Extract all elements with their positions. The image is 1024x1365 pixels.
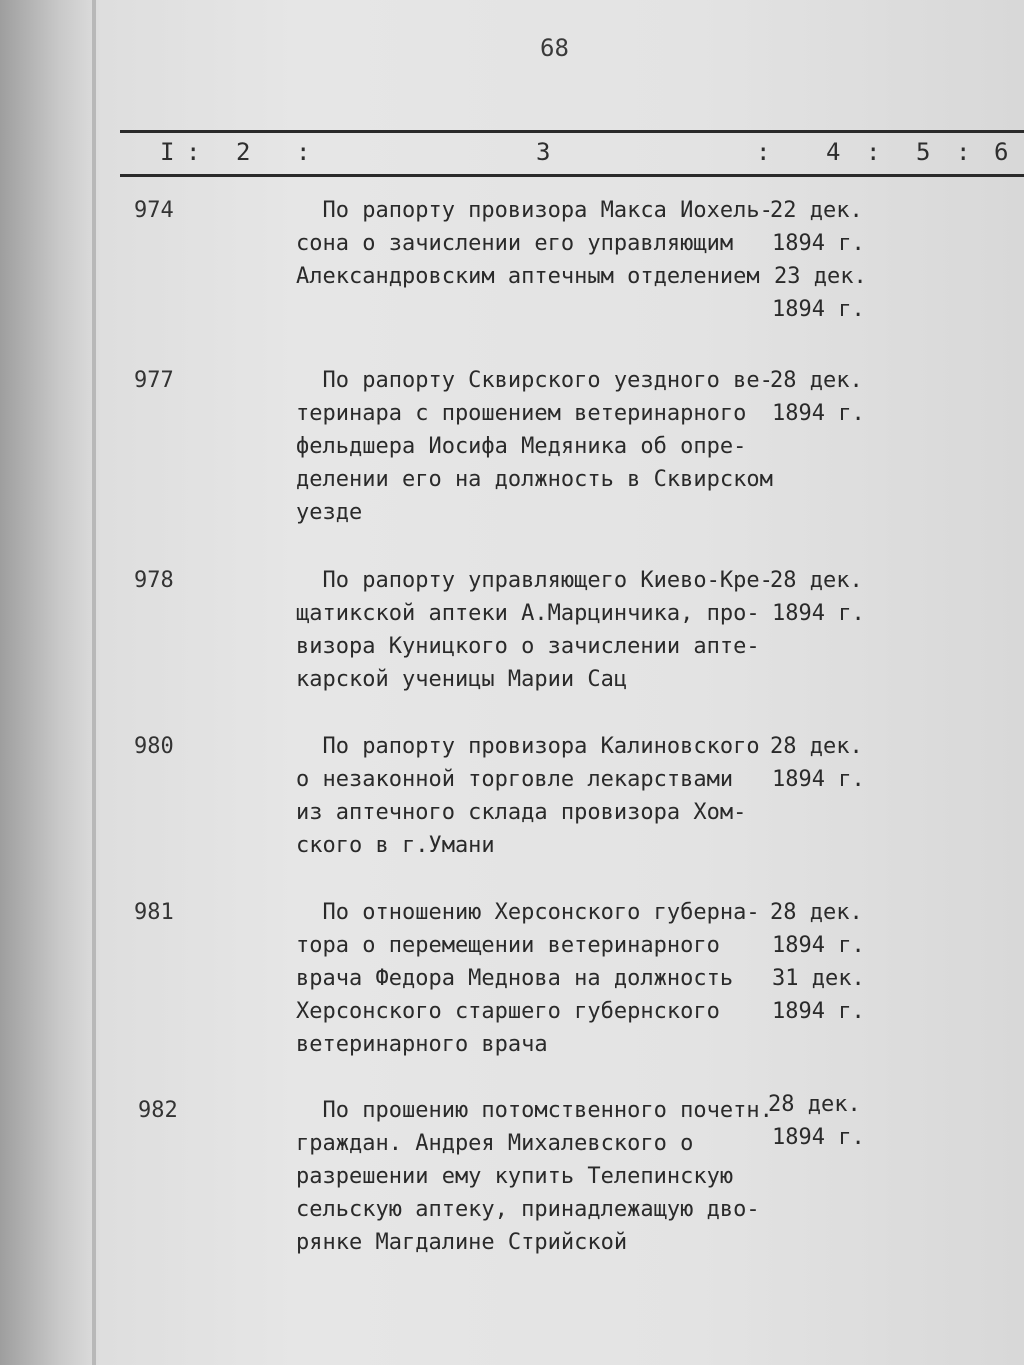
column-header-1: I [160,138,175,166]
entry-text-line: из аптечного склада провизора Хом- [296,800,747,825]
column-header-6: 6 [994,138,1009,166]
entry-text-line: По рапорту провизора Калиновского [296,734,760,759]
header-rule-bottom [120,174,1024,177]
entry-text-line: Александровским аптечным отделением [296,264,760,289]
entry-date: 28 дек. [770,368,863,393]
entry-text-line: сона о зачислении его управляющим [296,231,734,256]
entry-date: 31 дек. [772,966,865,991]
entry-text-line: ветеринарного врача [296,1032,548,1057]
entry-date: 1894 г. [772,231,865,256]
column-separator: : [296,138,311,166]
entry-date: 28 дек. [768,1092,861,1117]
entry-number: 974 [134,198,174,223]
entry-date: 1894 г. [772,767,865,792]
entry-text-line: граждан. Андрея Михалевского о [296,1131,694,1156]
column-header-2: 2 [236,138,251,166]
entry-date: 28 дек. [770,568,863,593]
entry-text-line: делении его на должность в Сквирском [296,467,773,492]
page-number: 68 [540,34,569,62]
entry-date: 1894 г. [772,401,865,426]
entry-text-line: По рапорту провизора Макса Иохель- [296,198,773,223]
entry-text-line: По прошению потомственного почетн. [296,1098,773,1123]
entry-date: 28 дек. [770,900,863,925]
entry-number: 978 [134,568,174,593]
entry-number: 980 [134,734,174,759]
column-separator: : [756,138,771,166]
entry-text-line: теринара с прошением ветеринарного [296,401,747,426]
column-header-4: 4 [826,138,841,166]
entry-date: 1894 г. [772,999,865,1024]
column-separator: : [956,138,971,166]
entry-date: 23 дек. [774,264,867,289]
column-separator: : [866,138,881,166]
entry-number: 981 [134,900,174,925]
entry-date: 28 дек. [770,734,863,759]
header-rule-top [120,130,1024,133]
entry-date: 1894 г. [772,601,865,626]
column-separator: : [186,138,201,166]
entry-text-line: визора Куницкого о зачислении апте- [296,634,760,659]
entry-text-line: По рапорту управляющего Киево-Кре- [296,568,773,593]
entry-text-line: По отношению Херсонского губерна- [296,900,760,925]
entry-text-line: карской ученицы Марии Сац [296,667,628,692]
entry-number: 982 [138,1098,178,1123]
entry-number: 977 [134,368,174,393]
entry-text-line: фельдшера Иосифа Медяника об опре- [296,434,747,459]
column-header-5: 5 [916,138,931,166]
entry-date: 1894 г. [772,933,865,958]
entry-text-line: врача Федора Меднова на должность [296,966,734,991]
entry-text-line: уезде [296,500,363,525]
entry-text-line: разрешении ему купить Телепинскую [296,1164,734,1189]
entry-text-line: сельскую аптеку, принадлежащую дво- [296,1197,760,1222]
entry-text-line: По рапорту Сквирского уездного ве- [296,368,773,393]
entry-date: 1894 г. [772,297,865,322]
entry-date: 1894 г. [772,1125,865,1150]
entry-text-line: Херсонского старшего губернского [296,999,720,1024]
entry-text-line: тора о перемещении ветеринарного [296,933,720,958]
entry-date: 22 дек. [770,198,863,223]
entry-text-line: о незаконной торговле лекарствами [296,767,734,792]
entry-text-line: щатикской аптеки А.Марцинчика, про- [296,601,760,626]
entry-text-line: ского в г.Умани [296,833,495,858]
entry-text-line: рянке Магдалине Стрийской [296,1230,628,1255]
column-header-3: 3 [536,138,551,166]
